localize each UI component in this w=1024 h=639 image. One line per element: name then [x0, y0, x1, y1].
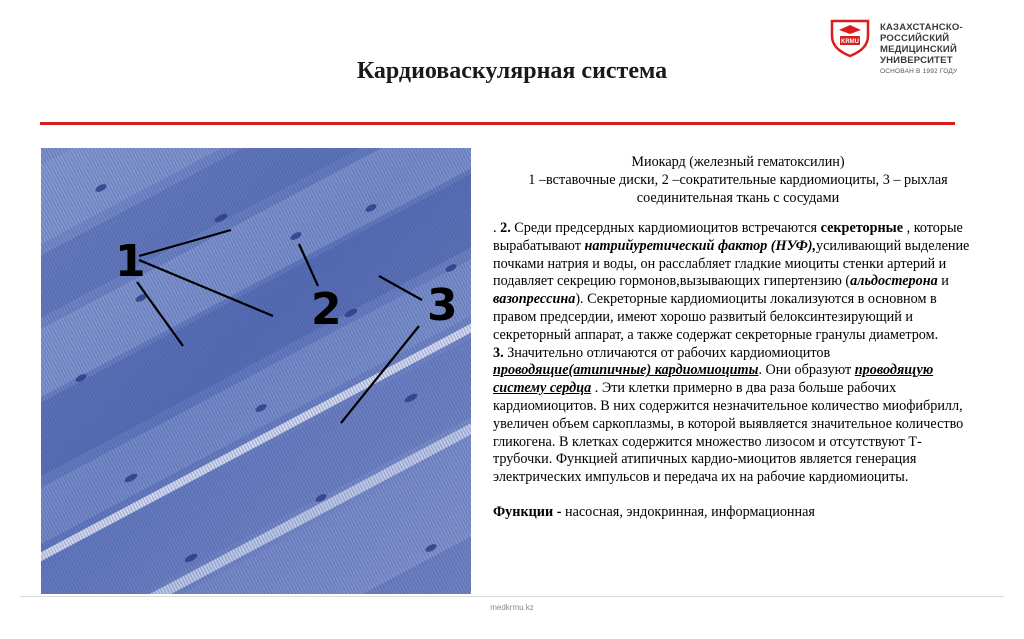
caption-line-1: Миокард (железный гематоксилин) [631, 154, 845, 170]
item-number-2: 2. [500, 220, 511, 236]
logo-text: KRMU [841, 39, 859, 45]
body-text [493, 220, 973, 522]
caption-line-2: 1 –вставочные диски, 2 –сократительные кардиомиоциты, 3 – рыхлая соединительная ткань с сосудами [528, 172, 948, 206]
title-divider [40, 122, 955, 125]
functions-label: Функции - [493, 503, 562, 520]
paragraph-conducting: 3. Значительно отличаются от рабочих кардиомиоцитов проводящие(атипичные) кардиомиоциты. Они образуют проводящую систему сердца . Эти клетки примерно в два раза больше рабочих кардиомиоцитов. В них содержится незначительное количество миофибрилл, увеличен объем саркоплазмы, в которой выявляется значительное количество гликогена. В клетках содержится множество лизосом и отсутствуют Т-трубочки. Функцией атипичных кардио-миоцитов является генерация электрических импульсов и передача их на рабочие кардиомиоциты. [493, 344, 964, 486]
figure-label-1: 1 [115, 236, 146, 287]
founded-year: ОСНОВАН В 1992 ГОДУ [880, 68, 958, 75]
university-line1: КАЗАХСТАНСКО-РОССИЙСКИЙ [880, 22, 963, 44]
paragraph-functions [493, 504, 973, 522]
footer-divider [20, 596, 1004, 597]
page-title: Кардиоваскулярная система [356, 58, 668, 84]
term-aldosterone: альдостерона [850, 273, 938, 290]
functions-value: насосная, эндокринная, информационная [561, 503, 815, 520]
footer-url: medkrmu.kz [490, 603, 534, 612]
myocardium-micrograph [41, 148, 471, 594]
figure-label-2: 2 [311, 284, 342, 335]
term-conducting-cardiomyocytes: проводящие(атипичные) кардиомиоциты [493, 362, 759, 379]
term-nuf: натрийуретический фактор (НУФ), [584, 237, 817, 254]
term-secretory: секреторные [820, 220, 904, 236]
term-vasopressin: вазопрессина [493, 291, 576, 308]
figure-label-3: 3 [427, 280, 458, 331]
figure-caption [503, 153, 973, 207]
item-number-3: 3. [493, 344, 504, 361]
paragraph-secretory: . 2. Среди предсердных кардиомиоцитов встречаются секреторные , которые вырабатывают натрийуретический фактор (НУФ),усиливающий выделение почками натрия и воды, он расслабляет гладкие миоциты стенки артерий и подавляет секрецию гормонов,вызывающих гипертензию (альдостерона и вазопрессина). Секреторные кардиомиоциты локализуются в основном в правом предсердии, имеют хорошо развитый белоксинтезирующий и секреторный аппарат, а также содержат секреторные гранулы диаметром. [493, 220, 970, 343]
university-line2: МЕДИЦИНСКИЙ УНИВЕРСИТЕТ [880, 44, 957, 66]
university-logo-shield-icon [828, 18, 872, 58]
term-conducting-system: проводящую систему сердца [493, 362, 934, 397]
